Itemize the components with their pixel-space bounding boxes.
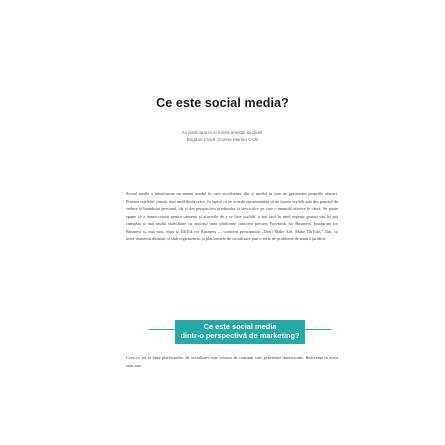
- contributors-names: Bogdan Ciacă, Corina Marina Cichi: [186, 136, 259, 142]
- contributors-intro: Au participat la scrierea acestei secțiuni:: [181, 130, 264, 135]
- section-heading-box: [175, 320, 305, 344]
- section-heading-line-1: Ce este social media: [203, 322, 277, 331]
- page-title: Ce este social media?: [156, 96, 289, 110]
- body-paragraph-1: Social media a transformat nu numai modul în care socializăm, dar și modul în care ne gestionăm propriile afaceri. Puterea rețelelor constă, mai mult decât orice, în faptul că ne acordă oportunitatea să ne facem vizibili atât din punctul de vedere al brandului personal, cât și din perspectiva produselor și serviciilor pe care o anumită afacere le oferă. Se poate spune că a democratizat pentru oamenii și afacerile de a se face vizibili, o pot face în mod organic gratuit sau își pot cumpăra și mai multă vizibilitate cu ajutorul unor platforme concrete precum Facebook for Business, Instagram for Business și, mai nou, chiar și TikTok for Business — conform principiului „Don't Make Ads. Make TikToks”. Dar, ca orice domeniu dinamic și slab reglementat, și platformele de socializare pun o serie de probleme de natură juridică.: [126, 191, 338, 242]
- contributors-credit: [130, 130, 315, 143]
- body-paragraph-2: Ceea ce stă la baza platformelor de socializare este crearea de conținut care generează interacțiune. Relevanță în acest sens este: [126, 355, 338, 368]
- section-heading-line-2: dintr-o perspectivă de marketing?: [180, 331, 300, 341]
